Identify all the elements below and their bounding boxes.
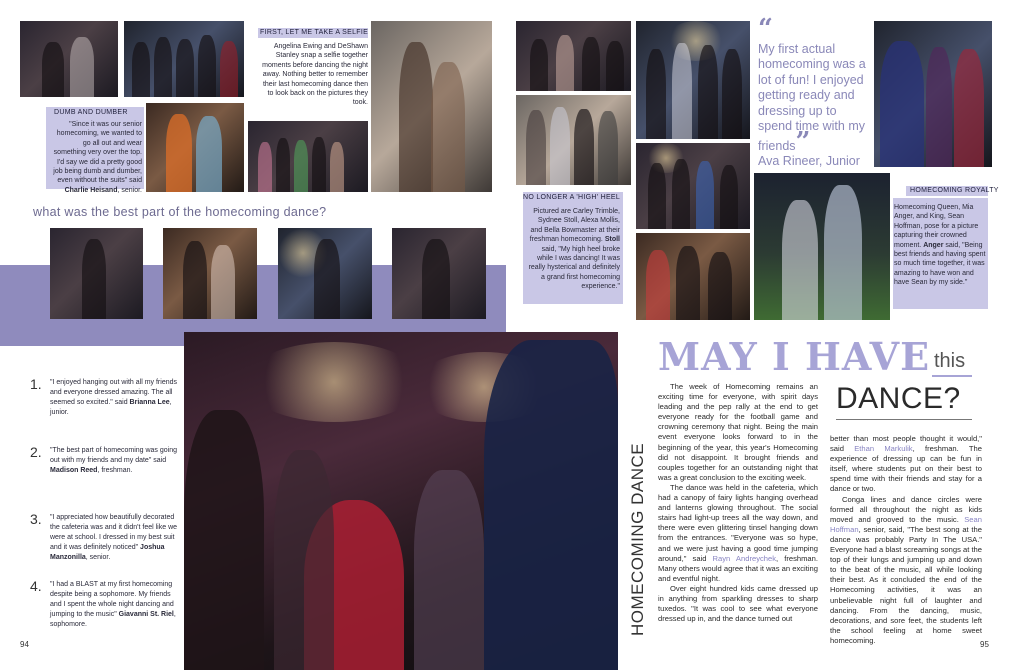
story-para-4-text: better than most people thought it would," said [830, 434, 982, 454]
open-quote-mark: “ [758, 14, 773, 44]
answer-photo-4 [392, 228, 486, 319]
story-para-5 [830, 495, 982, 646]
answer-number: 1. [30, 376, 42, 392]
photo-dance-crowd [636, 21, 750, 139]
selfie-caption-text: Angelina Ewing and DeShawn Stanley snap a selfie together moments before dancing the night away. Nothing better to remember their last homecoming dance then to look back on the pictures they took. [262, 43, 368, 107]
story-para-5-end: , senior, said, "The best song at the dance was probably Party In The USA." Everyone had a blast screaming songs at the top of their lungs and jumping up and down to the beat of the music, all while looking their best. As it concluded the end of the Homecoming activities, it was an unbelievable night full of laughter and dancing. From the dancing, music, decorations, and sore feet, the students left the school feeling at home sweet homecoming. [830, 524, 982, 645]
answer-text [50, 513, 180, 563]
pull-quote-attribution: Ava Rineer, Junior [758, 154, 860, 168]
story-para-1: The week of Homecoming remains an exciting time for everyone, with spirit days leading and the pep rally at the end to get everyone ready for the football game and crowning ceremony that night. Being the main event everyone looks forward to in the beginning of the year, this year's Homecoming did not disappoint. It brought friends and couples together for an outstanding night that was a great conclusion to the exciting week. [658, 382, 818, 482]
page-number-left: 94 [20, 640, 29, 649]
answer-quote: "The best part of homecoming was going out with my friends and my date" said [50, 447, 177, 464]
story-para-2 [658, 483, 818, 584]
story-para-4-end: , freshman. The experience of dressing up can be fun in itself, where students put on their best to spend time with their friends and stay for a dance or two. [830, 444, 982, 494]
title-underline [932, 375, 972, 377]
photo-group-formal [124, 21, 244, 97]
story-column-2 [830, 434, 982, 646]
photo-couple-posing [20, 21, 118, 97]
heel-caption-quote: said, "My high heel broke while I was dancing! It was really hysterical and definitely a grand first homecoming experience." [528, 245, 620, 291]
story-column-1 [658, 382, 818, 624]
vertical-section-label: HOMECOMING DANCE [628, 442, 647, 636]
story-name-rayn: Rayn Andreychek [712, 553, 777, 563]
royalty-caption-quote: said, "Being best friends and having spent so much time together, it was amazing to have won and have Sean by my side." [894, 241, 986, 287]
answer-name: Madison Reed [50, 467, 98, 474]
story-name-sean: Sean Hoffman [830, 514, 982, 534]
heel-caption-heading: NO LONGER A 'HIGH' HEEL [523, 194, 621, 201]
heel-caption-intro: Pictured are Carley Trimble, Sydnee Stoll, Alexa Mollis, and Bella Bowmaster at their freshman homecoming. [529, 208, 620, 244]
answer-quote: "I enjoyed hanging out with all my friends and everyone dressed amazing. The all seemed so excited." said [50, 379, 178, 406]
story-para-5-text: Conga lines and dance circles were formed all throughout the night as kids moved and grooved to the music. [830, 494, 982, 524]
answer-suffix: , junior. [50, 399, 172, 416]
photo-homecoming-royalty [754, 173, 890, 320]
answer-name: Joshua Manzonilla [50, 544, 165, 561]
answer-text [50, 378, 180, 418]
dumb-caption-name: Charlie Heisand [64, 186, 118, 194]
story-title-dance: DANCE? [836, 382, 961, 415]
heel-caption-name: Stoll [604, 236, 620, 244]
story-para-3: Over eight hundred kids came dressed up in anything from sparkling dresses to sharp tuxedos. "It was cool to see what everyone dressed up in, and the dance turned out [658, 583, 818, 624]
answer-photo-1 [50, 228, 143, 319]
dumb-caption-text [50, 120, 142, 195]
dumb-caption-heading: DUMB AND DUMBER [54, 109, 128, 116]
royalty-caption-intro: Homecoming Queen, Mia Anger, and King, Sean Hoffman, pose for a picture capturing their crowned moment. [894, 204, 979, 249]
answer-name: Giavanni St. Riel [118, 611, 174, 618]
selfie-caption-heading: FIRST, LET ME TAKE A SELFIE [260, 29, 369, 36]
photo-dancers-1 [516, 21, 631, 91]
royalty-caption-text [894, 203, 986, 288]
answer-text [50, 446, 180, 476]
heel-caption-text [526, 207, 620, 292]
photo-ball-gown-girls [874, 21, 992, 167]
photo-girls-group [248, 121, 368, 192]
close-quote-mark: ” [795, 126, 811, 157]
photo-dance-fun [636, 233, 750, 320]
royalty-caption-name: Anger [923, 241, 944, 249]
answer-number: 4. [30, 578, 42, 594]
story-title-main: MAY I HAVE [658, 334, 931, 379]
answer-suffix: , senior. [85, 554, 111, 561]
answer-name: Brianna Lee [129, 399, 170, 406]
story-title-this: this [934, 350, 966, 372]
dance-underline [836, 419, 972, 420]
photo-dumb-and-dumber [146, 103, 244, 192]
answer-number: 2. [30, 444, 42, 460]
photo-freshman-girls [516, 95, 631, 185]
answer-quote: "I appreciated how beautifully decorated the cafeteria was and it didn't feel like we were at school. I dressed in my best suit and it was definitely noticed" [50, 514, 178, 551]
dumb-caption-quote: "Since it was our senior homecoming, we wanted to go all out and wear something very over the top. I'd say we did a pretty good job being dumb and dumber, even without the suits" said [53, 121, 142, 185]
story-para-4 [830, 434, 982, 495]
answer-quote: "I had a BLAST at my first homecoming despite being a sophomore. My friends and I spent the whole night dancing and jumping to the music" [50, 581, 174, 618]
answer-suffix: , sophomore. [50, 611, 176, 628]
answer-photo-3 [278, 228, 372, 319]
dumb-caption-suffix: , senior. [117, 186, 142, 194]
pull-quote-text: My first actual homecoming was a lot of fun! I enjoyed getting ready and dressing up to spend time with my friends [758, 41, 866, 153]
answer-text [50, 580, 180, 630]
story-para-2-end: , freshman. Many others would agree that it was an exciting and eventful night. [658, 553, 818, 583]
question-heading: what was the best part of the homecoming dance? [33, 205, 327, 219]
story-name-ethan: Ethan Markulik [854, 444, 913, 454]
answer-photo-2 [163, 228, 257, 319]
pull-quote [758, 14, 874, 170]
photo-dance-group [636, 143, 750, 229]
page-number-right: 95 [980, 640, 989, 649]
royalty-caption-heading: HOMECOMING ROYALTY [910, 187, 999, 194]
story-para-2-text: The dance was held in the cafeteria, which had a canopy of fairy lights hanging overhead and lanterns glowing throughout. The social stairs had light-up trees all the way down, and there were even glittering tinsel hanging down from the entrances. "Everyone was so hype, and we were just having a good time jumping around," said [658, 482, 818, 563]
answer-number: 3. [30, 511, 42, 527]
photo-dance-floor-main [184, 332, 618, 670]
answer-suffix: , freshman. [97, 467, 133, 474]
photo-selfie [371, 21, 492, 192]
